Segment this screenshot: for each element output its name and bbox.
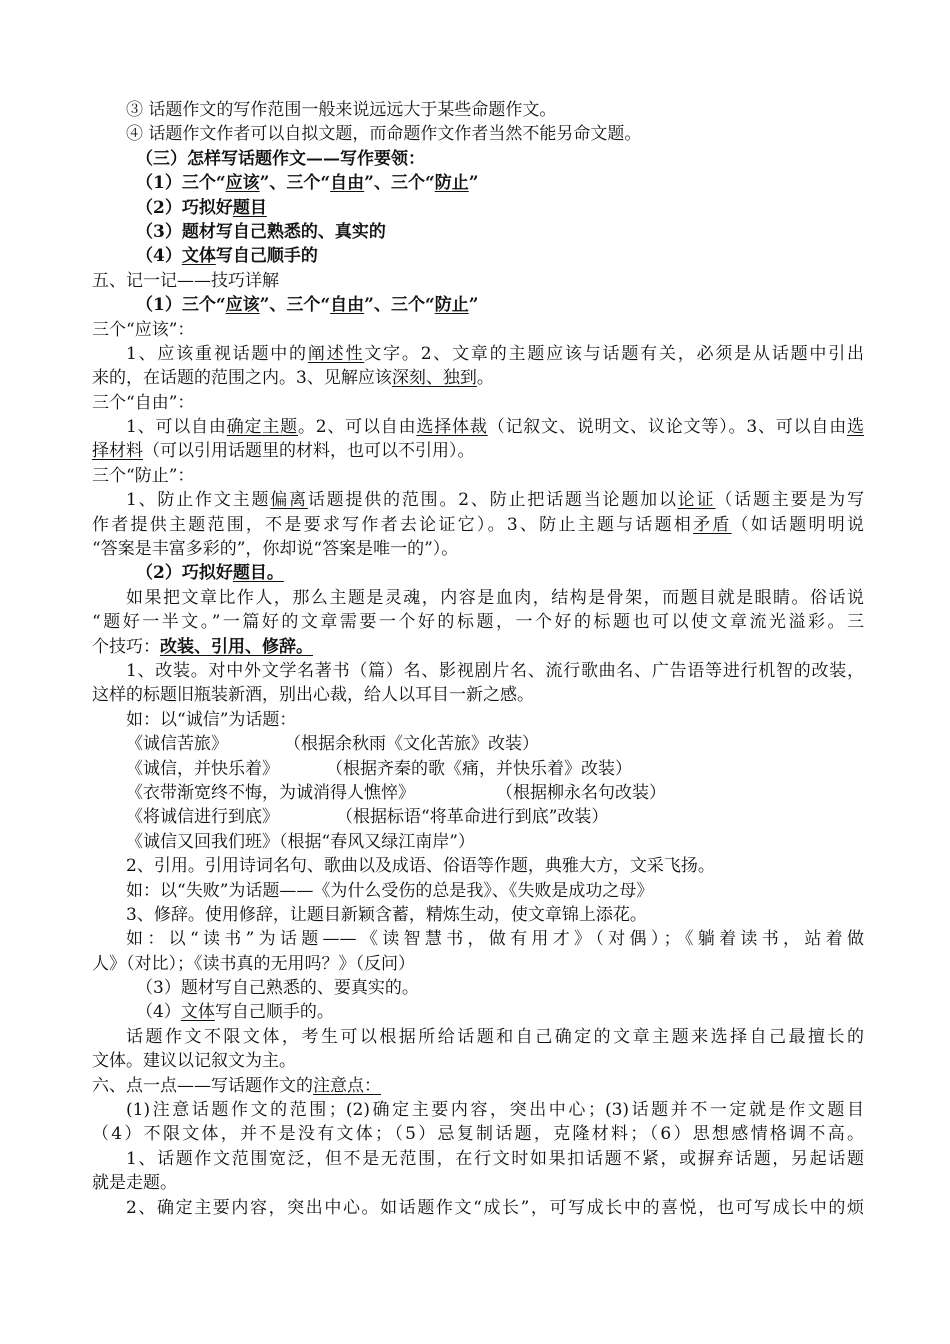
subheading: （3）题材写自己熟悉的、要真实的。 [136,978,419,999]
paragraph-line: （4）不限文体，并不是没有文体；（5）忌复制话题，克隆材料；（6）思想感情格调不高。 [92,1124,864,1145]
subheading: （2）巧拟好题目。 [136,563,284,584]
paragraph-line: “答案是丰富多彩的”，你却说“答案是唯一的”）。 [92,539,459,560]
paragraph-line: 如：以“读书”为话题——《读智慧书，做有用才》（对偶）；《躺着读书，站着做 [126,929,864,950]
example-item: 《诚信，并快乐着》 （根据齐秦的歌《痛，并快乐着》改装） [126,758,632,779]
paragraph-line: 1、可以自由确定主题。2、可以自由选择体裁（记叙文、说明文、议论文等）。3、可以自由选 [126,417,865,438]
paragraph-line: 这样的标题旧瓶装新酒，别出心裁，给人以耳目一新之感。 [92,685,534,706]
paragraph-line: 1、话题作文范围宽泛，但不是无范围，在行文时如果扣话题不紧，或摒弃话题，另起话题 [126,1148,864,1169]
paragraph-label: 三个“自由”： [92,392,195,413]
paragraph-line: 就是走题。 [92,1173,177,1194]
paragraph-label: 三个“防止”： [92,465,195,486]
document-page [92,98,864,1220]
paragraph-line: 人》（对比）；《读书真的无用吗？》（反问） [92,953,415,974]
example-item: 《诚信苦旅》 （根据余秋雨《文化苦旅》改装） [126,734,539,755]
example-intro: 如：以“诚信”为话题： [126,709,297,730]
paragraph-line: 1、应该重视话题中的阐述性文字。2、文章的主题应该与话题有关，必须是从话题中引出 [126,343,864,364]
paragraph-line: 择材料（可以引用话题里的材料，也可以不引用）。 [92,441,475,462]
example-item: 《衣带渐宽终不悔，为诚消得人憔悴》 （根据柳永名句改装） [126,782,666,803]
paragraph-line: 2、确定主要内容，突出中心。如话题作文“成长”，可写成长中的喜悦，也可写成长中的烦 [126,1197,864,1218]
paragraph-line: 3、修辞。使用修辞，让题目新颖含蓄，精炼生动，使文章锦上添花。 [126,904,647,925]
paragraph-line: 1、防止作文主题偏离话题提供的范围。2、防止把话题当论题加以论证（话题主要是为写 [126,490,864,511]
subheading: （2）巧拟好题目 [136,197,267,218]
paragraph-line: 作者提供主题范围，不是要求写作者去论证它）。3、防止主题与话题相矛盾（如话题明明说 [92,514,864,535]
subheading: （1）三个“应该”、三个“自由”、三个“防止” [136,295,479,316]
section-heading: （三）怎样写话题作文——写作要领： [136,148,425,169]
paragraph-label: 三个“应该”： [92,319,195,340]
section-heading: 六、点一点——写话题作文的注意点： [92,1075,381,1096]
paragraph-line: 1、改装。对中外文学名著书（篇）名、影视剧片名、流行歌曲名、广告语等进行机智的改装， [126,660,864,681]
list-item: ③ 话题作文的写作范围一般来说远远大于某些命题作文。 [126,100,557,120]
paragraph-line: 文体。建议以记叙文为主。 [92,1051,296,1072]
list-item: ④ 话题作文作者可以自拟文题，而命题作文作者当然不能另命文题。 [126,124,642,145]
subheading: （1）三个“应该”、三个“自由”、三个“防止” [136,173,479,194]
example-item: 《将诚信进行到底》 （根据标语“将革命进行到底”改装） [126,807,609,828]
paragraph-line: (1)注意话题作文的范围；(2)确定主要内容，突出中心；(3)话题并不一定就是作文题目 [126,1100,864,1121]
paragraph-line: 如果把文章比作人，那么主题是灵魂，内容是血肉，结构是骨架，而题目就是眼睛。俗话说 [126,587,864,608]
paragraph-line: 话题作文不限文体，考生可以根据所给话题和自己确定的文章主题来选择自己最擅长的 [126,1026,864,1047]
paragraph-line: 如：以“失败”为话题——《为什么受伤的总是我》、《失败是成功之母》 [126,880,654,901]
example-item: 《诚信又回我们班》（根据“春风又绿江南岸”） [126,831,475,852]
section-heading: 五、记一记——技巧详解 [92,270,279,291]
subheading: （4）文体写自己顺手的 [136,246,318,267]
paragraph-line: 来的，在话题的范围之内。3、见解应该深刻、独到。 [92,368,494,389]
paragraph-line: 个技巧：改装、引用、修辞。 [92,636,313,657]
subheading: （4）文体写自己顺手的。 [136,1002,334,1023]
paragraph-line: “题好一半文。”一篇好的文章需要一个好的标题，一个好的标题也可以使文章流光溢彩。三 [92,612,864,633]
subheading: （3）题材写自己熟悉的、真实的 [136,221,386,242]
paragraph-line: 2、引用。引用诗词名句、歌曲以及成语、俗语等作题，典雅大方，文采飞扬。 [126,856,715,877]
